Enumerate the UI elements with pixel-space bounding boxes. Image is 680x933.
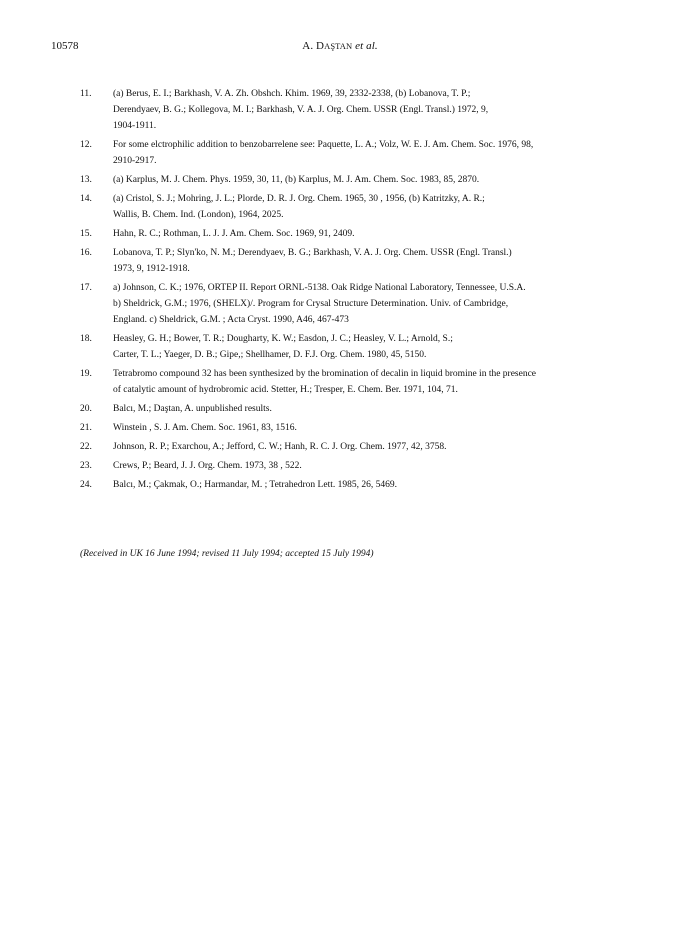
reference-number: 18. [80,334,92,344]
reference-line: 1904-1911. [113,121,157,131]
reference-item [80,401,620,417]
reference-number: 20. [80,404,92,414]
reference-list [80,86,620,496]
author-smallcaps: AŞTAN [324,41,353,51]
reference-line: b) Sheldrick, G.M.; 1976, (SHELX)/. Program for Crysal Structure Determination. Univ. of Cambridge, [113,299,509,309]
reference-item [80,458,620,474]
reference-line: Balcı, M.; Daştan, A. unpublished results. [113,404,272,414]
reference-line: Tetrabromo compound 32 has been synthesized by the bromination of decalin in liquid bromine in the presence [113,369,537,379]
reference-item [80,137,620,169]
reference-item [80,366,620,398]
reference-item [80,191,620,223]
received-dates [80,549,374,559]
reference-item [80,226,620,242]
author-prefix: A. D [302,40,325,52]
received-text: (Received in UK 16 June 1994; revised 11 July 1994; accepted 15 July 1994) [80,549,374,559]
reference-number: 12. [80,140,92,150]
reference-item [80,245,620,277]
reference-line: Crews, P.; Beard, J. J. Org. Chem. 1973, 38 , 522. [113,461,302,471]
reference-line: Derendyaev, B. G.; Kollegova, M. I.; Barkhash, V. A. J. Org. Chem. USSR (Engl. Transl.) 1972, 9, [113,105,489,115]
running-head [0,40,680,52]
reference-line: Lobanova, T. P.; Slyn'ko, N. M.; Derendyaev, B. G.; Barkhash, V. A. J. Org. Chem. USSR (Engl. Transl.) [113,248,512,258]
reference-item [80,280,620,328]
reference-item [80,439,620,455]
reference-line: 1973, 9, 1912-1918. [113,264,190,274]
reference-line: Balcı, M.; Çakmak, O.; Harmandar, M. ; Tetrahedron Lett. 1985, 26, 5469. [113,480,397,490]
reference-item [80,477,620,493]
reference-line: Johnson, R. P.; Exarchou, A.; Jefford, C. W.; Hanh, R. C. J. Org. Chem. 1977, 42, 3758. [113,442,447,452]
reference-number: 21. [80,423,92,433]
reference-number: 17. [80,283,92,293]
reference-item [80,172,620,188]
reference-number: 14. [80,194,92,204]
reference-item [80,420,620,436]
reference-number: 15. [80,229,92,239]
reference-item [80,86,620,134]
reference-line: Heasley, G. H.; Bower, T. R.; Dougharty, K. W.; Easdon, J. C.; Heasley, V. L.; Arnold, S.; [113,334,453,344]
reference-number: 24. [80,480,92,490]
reference-line: (a) Karplus, M. J. Chem. Phys. 1959, 30, 11, (b) Karplus, M. J. Am. Chem. Soc. 1983, 85, 2870. [113,175,480,185]
reference-line: Hahn, R. C.; Rothman, L. J. J. Am. Chem. Soc. 1969, 91, 2409. [113,229,355,239]
reference-number: 13. [80,175,92,185]
reference-line: England. c) Sheldrick, G.M. ; Acta Cryst. 1990, A46, 467-473 [113,315,349,325]
reference-number: 11. [80,89,92,99]
reference-line: a) Johnson, C. K.; 1976, ORTEP II. Report ORNL-5138. Oak Ridge National Laboratory, Tennessee, U.S.A. [113,283,526,293]
reference-line: For some elctrophilic addition to benzobarrelene see: Paquette, L. A.; Volz, W. E. J. Am. Chem. Soc. 1976, 98, [113,140,534,150]
reference-line: of catalytic amount of hydrobromic acid. Stetter, H.; Tresper, E. Chem. Ber. 1971, 104, 71. [113,385,458,395]
page-number: 10578 [51,40,79,52]
reference-number: 16. [80,248,92,258]
reference-line: Carter, T. L.; Yaeger, D. B.; Gipe,; Shellhamer, D. F.J. Org. Chem. 1980, 45, 5150. [113,350,427,360]
reference-line: (a) Cristol, S. J.; Mohring, J. L.; Plorde, D. R. J. Org. Chem. 1965, 30 , 1956, (b) Katritzky, A. R.; [113,194,485,204]
reference-line: Wallis, B. Chem. Ind. (London), 1964, 2025. [113,210,284,220]
reference-number: 19. [80,369,92,379]
reference-number: 22. [80,442,92,452]
reference-item [80,331,620,363]
reference-line: 2910-2917. [113,156,157,166]
reference-line: (a) Berus, E. I.; Barkhash, V. A. Zh. Obshch. Khim. 1969, 39, 2332-2338, (b) Lobanova, T. P.; [113,89,471,99]
reference-line: Winstein , S. J. Am. Chem. Soc. 1961, 83, 1516. [113,423,297,433]
author-suffix: et al. [352,40,378,52]
reference-number: 23. [80,461,92,471]
